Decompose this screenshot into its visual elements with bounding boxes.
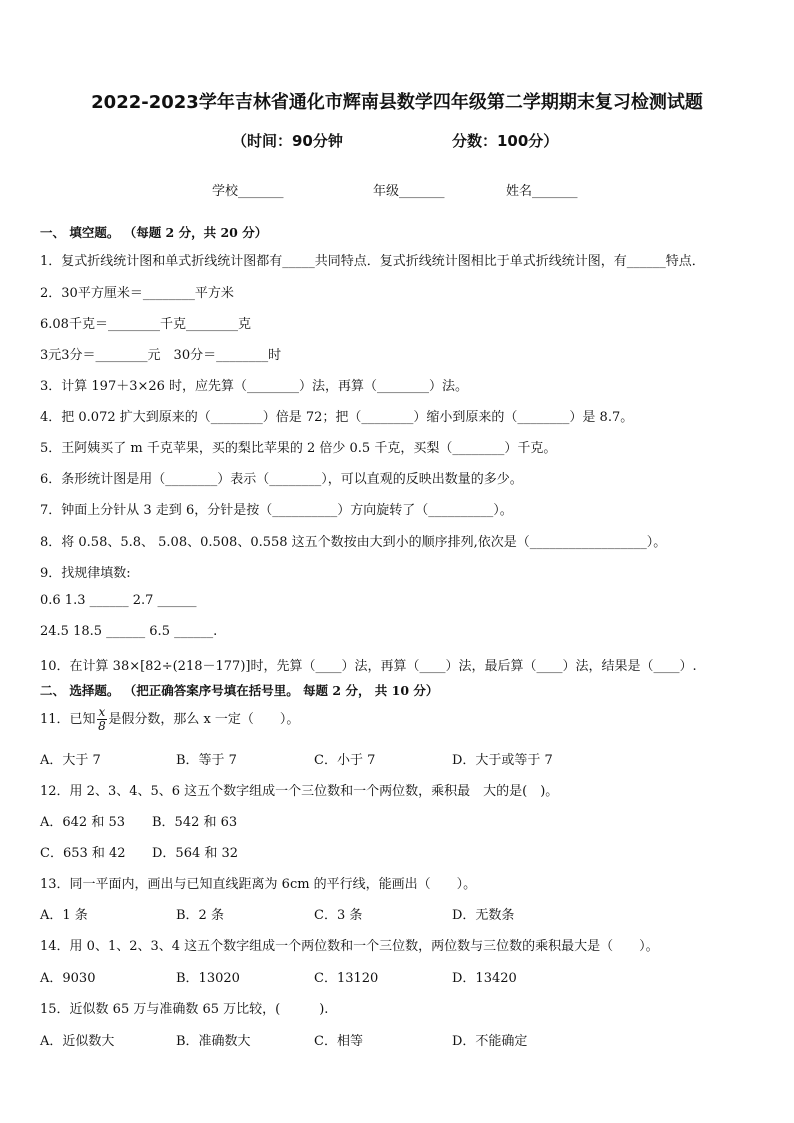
q12-option-d: D．564 和 32 [152, 846, 239, 861]
q11-option-b: B．等于 7 [176, 753, 237, 768]
question-2: 2．30平方厘米＝________平方米 [40, 286, 234, 301]
q12-option-a: A．642 和 53 [40, 815, 126, 830]
q11-option-c: C．小于 7 [314, 753, 376, 768]
question-12: 12．用 2、3、4、5、6 这五个数字组成一个三位数和一个两位数，乘积最 大的是( )。 [40, 784, 559, 799]
question-2-part-b: 6.08千克＝________千克________克 [40, 317, 251, 332]
question-2-part-c: 3元3分＝________元 30分＝________时 [40, 348, 282, 363]
fraction-numerator: x [98, 705, 106, 719]
question-10: 10．在计算 38×[82÷(218－177)]时，先算（____）法，再算（____）法，最后算（____）法，结果是（____）. [40, 659, 697, 674]
question-1: 1．复式折线统计图和单式折线统计图都有_____共同特点．复式折线统计图相比于单式折线统计图，有______特点． [40, 254, 705, 269]
section-choice: 二、 选择题。 （把正确答案序号填在括号里。 每题 2 分， 共 10 分） [40, 683, 439, 698]
grade-field: 年级_______ [373, 184, 445, 199]
q12-option-c: C．653 和 42 [40, 846, 126, 861]
question-13: 13．同一平面内，画出与已知直线距离为 6cm 的平行线，能画出（ ）。 [40, 877, 477, 892]
school-field: 学校_______ [212, 184, 284, 199]
q15-option-b: B．准确数大 [176, 1034, 251, 1049]
q15-option-a: A．近似数大 [40, 1034, 115, 1049]
fraction-x-over-8 [97, 706, 108, 733]
exam-score: 分数：100分） [452, 132, 559, 150]
exam-time: （时间：90分钟 [232, 132, 343, 150]
q11-option-d: D．大于或等于 7 [452, 753, 553, 768]
page-title: 2022-2023学年吉林省通化市辉南县数学四年级第二学期期末复习检测试题 [91, 92, 703, 113]
q14-option-c: C．13120 [314, 971, 379, 986]
question-5: 5．王阿姨买了 m 千克苹果，买的梨比苹果的 2 倍少 0.5 千克，买梨（________）千克。 [40, 441, 557, 456]
name-field: 姓名_______ [506, 184, 578, 199]
q12-option-b: B．542 和 63 [152, 815, 238, 830]
question-9: 9．找规律填数: [40, 566, 131, 581]
question-6: 6．条形统计图是用（________）表示（________），可以直观的反映出数量的多少。 [40, 472, 523, 487]
q15-option-c: C．相等 [314, 1034, 363, 1049]
question-11 [40, 706, 299, 733]
question-4: 4．把 0.072 扩大到原来的（________）倍是 72；把（________）缩小到原来的（________）是 8.7。 [40, 410, 634, 425]
section-fill-in: 一、 填空题。 （每题 2 分，共 20 分） [40, 225, 268, 240]
q13-option-b: B．2 条 [176, 908, 224, 923]
question-9-sequence-b: 24.5 18.5 ______ 6.5 ______. [40, 624, 218, 639]
fraction-denominator: 8 [98, 719, 106, 733]
q14-option-d: D．13420 [452, 971, 517, 986]
question-3: 3．计算 197＋3×26 时，应先算（________）法，再算（________）法。 [40, 379, 469, 394]
question-15: 15．近似数 65 万与准确数 65 万比较，( ). [40, 1002, 329, 1017]
question-11-suffix: 是假分数，那么 x 一定（ ）。 [108, 712, 300, 727]
q14-option-b: B．13020 [176, 971, 240, 986]
q14-option-a: A．9030 [40, 971, 96, 986]
question-11-prefix: 11．已知 [40, 712, 96, 727]
question-9-sequence-a: 0.6 1.3 ______ 2.7 ______ [40, 593, 197, 608]
question-14: 14．用 0、1、2、3、4 这五个数字组成一个两位数和一个三位数，两位数与三位数的乘积最大是（ ）。 [40, 939, 659, 954]
q13-option-d: D．无数条 [452, 908, 515, 923]
q13-option-a: A．1 条 [40, 908, 88, 923]
question-7: 7．钟面上分针从 3 走到 6，分针是按（__________）方向旋转了（__________）。 [40, 503, 513, 518]
q15-option-d: D．不能确定 [452, 1034, 528, 1049]
q11-option-a: A．大于 7 [40, 753, 101, 768]
q13-option-c: C．3 条 [314, 908, 363, 923]
question-8: 8．将 0.58、5.8、 5.08、0.508、0.558 这五个数按由大到小的顺序排列,依次是（__________________）。 [40, 535, 667, 550]
